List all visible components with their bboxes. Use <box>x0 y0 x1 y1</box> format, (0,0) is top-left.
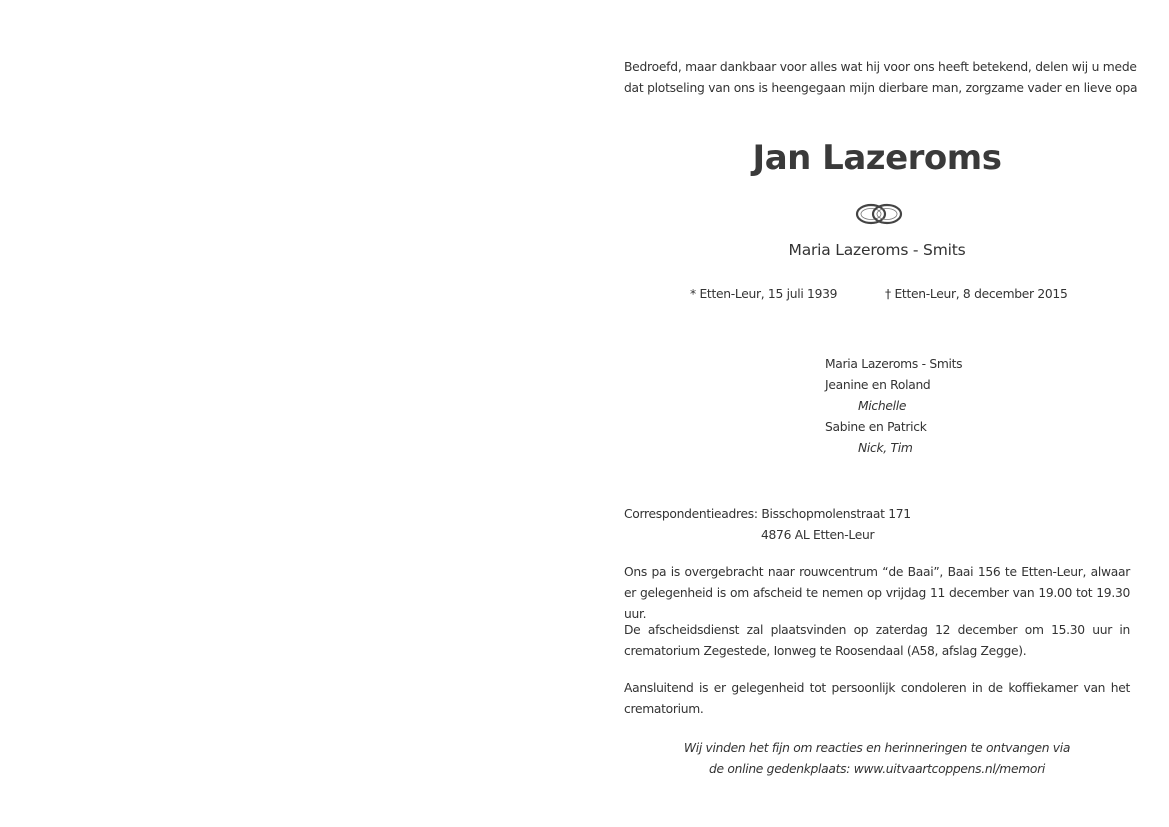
deceased-name: Jan Lazeroms <box>752 138 1002 178</box>
birth-date: * Etten-Leur, 15 juli 1939 <box>690 287 838 301</box>
closing-note <box>624 738 1130 780</box>
family-list <box>825 354 962 459</box>
intro-line-1: Bedroefd, maar dankbaar voor alles wat hij voor ons heeft betekend, delen wij u mede <box>624 60 1137 74</box>
family-member: Sabine en Patrick <box>825 420 927 434</box>
family-grandchildren: Michelle <box>858 399 907 413</box>
viewing-paragraph: Ons pa is overgebracht naar rouwcentrum “de Baai”, Baai 156 te Etten-Leur, alwaar er gelegenheid is om afscheid te nemen op vrijdag 11 december van 19.00 tot 19.30 uur. <box>624 565 1130 621</box>
wedding-rings-icon <box>853 200 905 228</box>
closing-line-1: Wij vinden het fijn om reacties en herinneringen te ontvangen via <box>683 741 1071 755</box>
intro-line-2: dat plotseling van ons is heengegaan mijn dierbare man, zorgzame vader en lieve opa <box>624 81 1138 95</box>
family-member: Jeanine en Roland <box>825 378 931 392</box>
address-line-1: Correspondentieadres: Bisschopmolenstraat 171 <box>624 507 911 521</box>
correspondence-address <box>624 504 911 546</box>
family-grandchildren: Nick, Tim <box>858 441 913 455</box>
family-member: Maria Lazeroms - Smits <box>825 357 963 371</box>
closing-line-2: de online gedenkplaats: www.uitvaartcoppens.nl/memori <box>708 762 1046 776</box>
death-date: † Etten-Leur, 8 december 2015 <box>885 287 1068 301</box>
address-line-2: 4876 AL Etten-Leur <box>761 528 875 542</box>
spouse-name: Maria Lazeroms - Smits <box>788 241 966 259</box>
service-paragraph: De afscheidsdienst zal plaatsvinden op zaterdag 12 december om 15.30 uur in crematorium Zegestede, Ionweg te Roosendaal (A58, afslag Zegge). <box>624 623 1130 658</box>
intro-text <box>624 57 1138 99</box>
condolence-paragraph: Aansluitend is er gelegenheid tot persoonlijk condoleren in de koffiekamer van het crematorium. <box>624 681 1130 716</box>
